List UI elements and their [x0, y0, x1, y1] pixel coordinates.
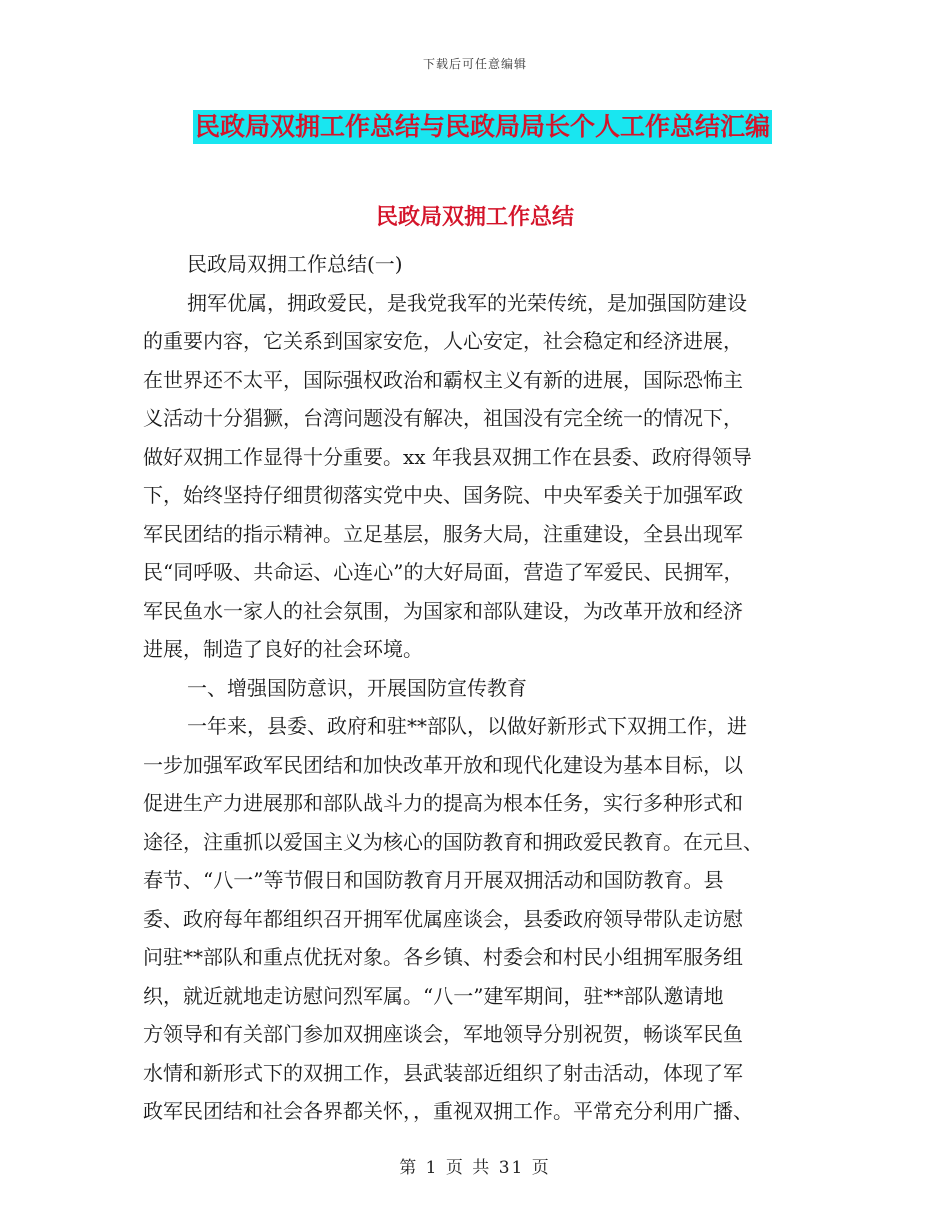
text-line: 织，就近就地走访慰问烈军属。“八一”建军期间，驻**部队邀请地 [143, 983, 724, 1008]
text-line: 民政局双拥工作总结(一) [187, 252, 403, 276]
text-line: 春节、“八一”等节假日和国防教育月开展双拥活动和国防教育。县 [143, 868, 724, 892]
header-note: 下载后可任意编辑 [422, 57, 527, 71]
text-line: 义活动十分猖獗，台湾问题没有解决，祖国没有完全统一的情况下， [143, 406, 743, 430]
text-line: 做好双拥工作显得十分重要。xx 年我县双拥工作在县委、政府得领导 [143, 444, 752, 469]
text-line: 下，始终坚持仔细贯彻落实党中央、国务院、中央军委关于加强军政 [143, 483, 743, 507]
section-title: 民政局双拥工作总结 [375, 205, 574, 230]
text-line: 的重要内容，它关系到国家安危，人心安定，社会稳定和经济进展， [143, 329, 743, 353]
text-line: 民“同呼吸、共命运、心连心”的大好局面，营造了军爱民、民拥军， [143, 560, 744, 584]
text-line: 一年来，县委、政府和驻**部队，以做好新形式下双拥工作，进 [187, 714, 747, 738]
text-line: 拥军优属，拥政爱民，是我党我军的光荣传统，是加强国防建设 [187, 290, 747, 315]
text-line: 军民团结的指示精神。立足基层，服务大局，注重建设，全县出现军 [143, 521, 743, 546]
text-line: 委、政府每年都组织召开拥军优属座谈会，县委政府领导带队走访慰 [143, 906, 743, 931]
page-footer: 第 1 页 共 31 页 [399, 1158, 551, 1178]
text-line: 方领导和有关部门参加双拥座谈会，军地领导分别祝贺，畅谈军民鱼 [143, 1022, 743, 1046]
text-line: 在世界还不太平，国际强权政治和霸权主义有新的进展，国际恐怖主 [143, 367, 743, 392]
text-line: 一、增强国防意识，开展国防宣传教育 [187, 675, 527, 700]
text-line: 军民鱼水一家人的社会氛围，为国家和部队建设，为改革开放和经济 [143, 598, 743, 623]
body-text [143, 245, 809, 1131]
text-line: 政军民团结和社会各界都关怀，，重视双拥工作。平常充分利用广播、 [143, 1099, 753, 1123]
text-line: 水情和新形式下的双拥工作，县武装部近组织了射击活动，体现了军 [143, 1060, 743, 1085]
text-line: 途径，注重抓以爱国主义为核心的国防教育和拥政爱民教育。在元旦、 [143, 829, 763, 854]
text-line: 一步加强军政军民团结和加快改革开放和现代化建设为基本目标，以 [143, 752, 743, 777]
text-line: 进展，制造了良好的社会环境。 [143, 637, 423, 661]
text-line: 促进生产力进展那和部队战斗力的提高为根本任务，实行多种形式和 [143, 791, 743, 815]
text-line: 问驻**部队和重点优抚对象。各乡镇、村委会和村民小组拥军服务组 [143, 945, 743, 969]
document-title: 民政局双拥工作总结与民政局局长个人工作总结汇编 [193, 110, 772, 144]
